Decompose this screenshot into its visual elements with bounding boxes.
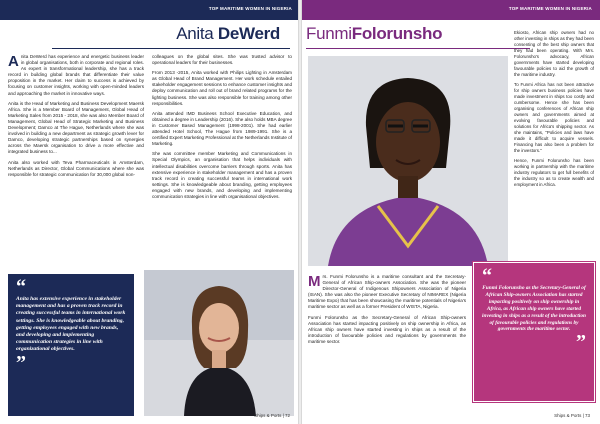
open-quote-icon: “	[482, 265, 492, 287]
paragraph: Funmi Folorunsho as the Secretary-General of African Ship-owners Association has started impacting positively on ship ownership in Africa, as African ship owners have started investing in ships as a result of the introduction of favourable policies and regulations by governments the maritime sector.	[308, 314, 466, 344]
portrait-photo	[308, 56, 508, 266]
close-quote-icon: ”	[576, 331, 586, 354]
paragraph: Anita also worked with Teva Pharmaceuticals in Amsterdam, Netherlands as Director, Global Communications where she was responsible for strategic communication for 30,000 global non-	[8, 159, 144, 177]
dropcap: M	[308, 273, 321, 290]
last-name: DeWerd	[217, 24, 280, 43]
first-name: Funmi	[306, 24, 352, 43]
page-number: Ships & Ports | 72	[254, 413, 290, 418]
header-band	[0, 0, 300, 20]
portrait-illustration	[308, 56, 508, 266]
open-quote-icon: “	[16, 276, 26, 298]
close-quote-icon: ”	[16, 351, 26, 374]
article-column-2	[152, 54, 292, 204]
paragraph: Mrs. Funmi Folorunsho is a maritime consultant and the Secretary-General of African Ship-owners Association. She was the pioneer Director-General of Indigenous Shipowners Association of Nigeria (ISAN). She was also the pioneer Executive Secretary of NIMAREX (Nigeria Maritime Expo) that has been showcasing the maritime potentials of Nigeria's maritime sector as well as a former President of WISTA, Nigeria.	[308, 273, 466, 310]
paragraph: She was committee member Marketing and Communications in Special Olympics, an organisation that helps individuals with intellectual disabilities overcome barriers through sports. Anita has extensive experience in stakeholder management and has a proven track record in creating successful teams in international work settings. She is knowledgeable about branding, getting employees engaged with new brands, and developing and implementing communication strategies in line with organisational objectives.	[152, 151, 292, 199]
paragraph: From 2013 -2015, Anita worked with Philips Lighting in Amsterdam as Global Head of Brand Management. Her work schedule entailed stakeholder engagement sessions to enhance customer insights and deploy communication and roll out of brand related programs for the lighting business. She was also responsible for training among other responsibilities.	[152, 70, 292, 106]
paragraph: colleagues on the global sites. She was trusted advisor to operational leaders for their businesses.	[152, 54, 292, 66]
title-rule	[306, 48, 530, 49]
profile-name	[306, 24, 442, 44]
header-label: TOP MARITIME WOMEN IN NIGERIA	[508, 6, 592, 11]
pull-quote-text: Anita has extensive experience in stakeholder management and has a proven track record in creating successful teams in international work settings. She is knowledgeable about branding, getting employees engaged with new brands, and developing and implementing communication strategies in line with organizational objectives.	[16, 296, 126, 353]
paragraph: Anita DeWerd has experience and energetic business leader in global organisations, both in corporate and regional roles. As expert in transformational leadership, she has a track record in building global brands that differentiate their value proposition in the market. Her claim to success is achieved by focusing on customer insights, working with open-minded leaders and approaching the market in innovative ways.	[8, 53, 144, 96]
paragraph: Anita is the Head of Marketing and Business Development Maersk Africa. She is a Member Board of Management, Global Head of Marketing Sales from 2015 - 2018, she was also Member Board of Management, Global Head of Strategic Marketing and Business Development; Damco at The Hague, Netherlands where she was involved in building a new department as strategic growth lever for Damco, developing strategic partnerships based on synergies across the Maersk organisation to drive a more effective and integrated business to...	[8, 100, 144, 155]
side-column	[514, 30, 594, 192]
first-name: Anita	[176, 24, 218, 43]
article-column-bottom	[308, 274, 466, 349]
right-page	[300, 0, 600, 424]
last-name: Folorunsho	[351, 24, 443, 43]
title-rule	[52, 48, 290, 49]
article-column-1	[8, 54, 144, 182]
spread-gutter	[298, 0, 302, 424]
pull-quote-text: Funmi Folorunsho as the Secretary-General of African Ship-owners Association has started impacting positively on ship ownership in Africa, as African ship owners have started investing in ships as a result of the introduction of favourable policies and regulations by governments the maritime sector.	[482, 285, 586, 333]
paragraph: Hence, Funmi Folorunsho has been working in partnership with the maritime industry regulators to get full benefits of the industry so as to create wealth and employment in Africa.	[514, 158, 594, 187]
page-number: Ships & Ports | 73	[554, 413, 590, 418]
profile-name	[176, 24, 280, 44]
header-band	[300, 0, 600, 20]
paragraph: To Funmi Africa has not been attractive for ship owners business policies have made investment in ships too costly and cumbersome. Hence she has been organising conferences of African ship owners and governments aimed at evolving favourable policies and solutions for Africa's shipping sector. As she maintains, "Policies and laws have made it difficult to acquire vessels. Financing has also been a problem for the investors."	[514, 82, 594, 153]
portrait-photo	[144, 270, 294, 416]
paragraph: Ekiosto, African ship owners had no other investing in ships as they had been consenting of the best ship owners that they had been operating. With Mrs. Folorunsho's advocacy, African governments have started developing favourable policies to aid the growth of the maritime industry.	[514, 30, 594, 77]
pull-quote	[8, 274, 134, 416]
pull-quote	[473, 262, 595, 402]
dropcap: A	[8, 53, 19, 70]
paragraph: Anita attended IMD Business School Executive Education, and obtained a degree in Leadership (2016). She also holds MBA degree in Customer Based Management (1998-2001). She had earlier attended Hotel School, The Hague from 1989-1991. She is a certified Expert Marketing Professional at the Netherlands Institute of Marketing.	[152, 110, 292, 147]
portrait-illustration	[144, 270, 294, 416]
header-label: TOP MARITIME WOMEN IN NIGERIA	[208, 6, 292, 11]
